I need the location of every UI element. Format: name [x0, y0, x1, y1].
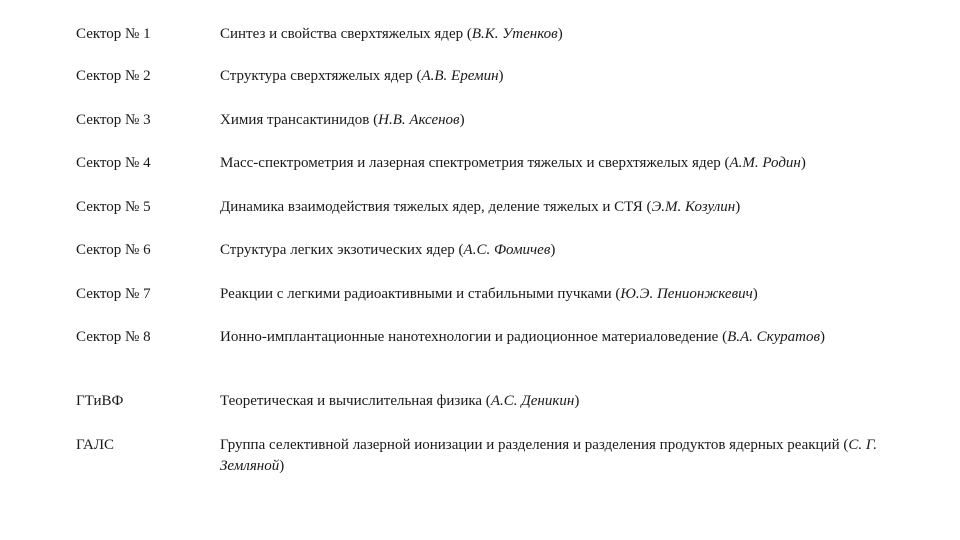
sector-label: Сектор № 2 — [76, 68, 151, 84]
sector-label: Сектор № 3 — [76, 112, 151, 128]
description-text: Ионно-имплантационные нанотехнологии и радиоционное материаловедение ( — [220, 329, 728, 345]
description-text: Группа селективной лазерной ионизации и разделения и разделения продуктов ядерных реакций ( — [220, 437, 849, 453]
sector-label: Сектор № 6 — [76, 242, 151, 258]
head-name: Э.М. Козулин — [651, 199, 736, 215]
sector-description — [220, 24, 920, 45]
sector-description — [220, 66, 920, 87]
sector-description — [220, 153, 940, 174]
sector-label: Сектор № 8 — [76, 329, 151, 345]
head-name: Н.В. Аксенов — [378, 112, 460, 128]
description-tail: ) — [557, 26, 563, 42]
description-tail: ) — [279, 458, 285, 474]
head-name: А.В. Еремин — [421, 68, 499, 84]
head-name: В.К. Утенков — [471, 26, 558, 42]
description-tail: ) — [459, 112, 465, 128]
sector-label: ГАЛС — [76, 437, 115, 453]
description-tail: ) — [550, 242, 556, 258]
head-name: А.С. Фомичев — [463, 242, 551, 258]
description-text: Структура легких экзотических ядер ( — [220, 242, 464, 258]
head-name: А.С. Деникин — [490, 393, 575, 409]
description-text: Динамика взаимодействия тяжелых ядер, деление тяжелых и СТЯ ( — [220, 199, 652, 215]
sector-description — [220, 284, 920, 305]
description-tail: ) — [800, 155, 806, 171]
description-text: Структура сверхтяжелых ядер ( — [220, 68, 422, 84]
sector-description — [220, 327, 860, 348]
head-name: Ю.Э. Пениoнжкевич — [620, 286, 753, 302]
description-text: Химия трансактинидов ( — [220, 112, 379, 128]
head-name: В.А. Скуратов — [727, 329, 820, 345]
description-tail: ) — [498, 68, 504, 84]
sector-label: ГТиВФ — [76, 393, 124, 409]
sector-label: Сектор № 1 — [76, 26, 151, 42]
sector-label: Сектор № 7 — [76, 286, 151, 302]
sector-description — [220, 391, 920, 412]
head-name: С. Г. Земляной — [220, 437, 878, 474]
description-tail: ) — [574, 393, 580, 409]
sector-description — [220, 435, 910, 477]
description-tail: ) — [752, 286, 758, 302]
description-text: Синтез и свойства сверхтяжелых ядер ( — [220, 26, 472, 42]
description-tail: ) — [735, 199, 741, 215]
sector-label: Сектор № 5 — [76, 199, 151, 215]
sector-description — [220, 110, 920, 131]
description-text: Теоретическая и вычислительная физика ( — [220, 393, 491, 409]
head-name: А.М. Родин — [729, 155, 801, 171]
description-tail: ) — [819, 329, 825, 345]
sector-description — [220, 197, 920, 218]
sector-label: Сектор № 4 — [76, 155, 151, 171]
description-text: Реакции с легкими радиоактивными и стабильными пучками ( — [220, 286, 621, 302]
sector-description — [220, 240, 920, 261]
description-text: Масс-спектрометрия и лазерная спектрометрия тяжелых и сверхтяжелых ядер ( — [220, 155, 730, 171]
